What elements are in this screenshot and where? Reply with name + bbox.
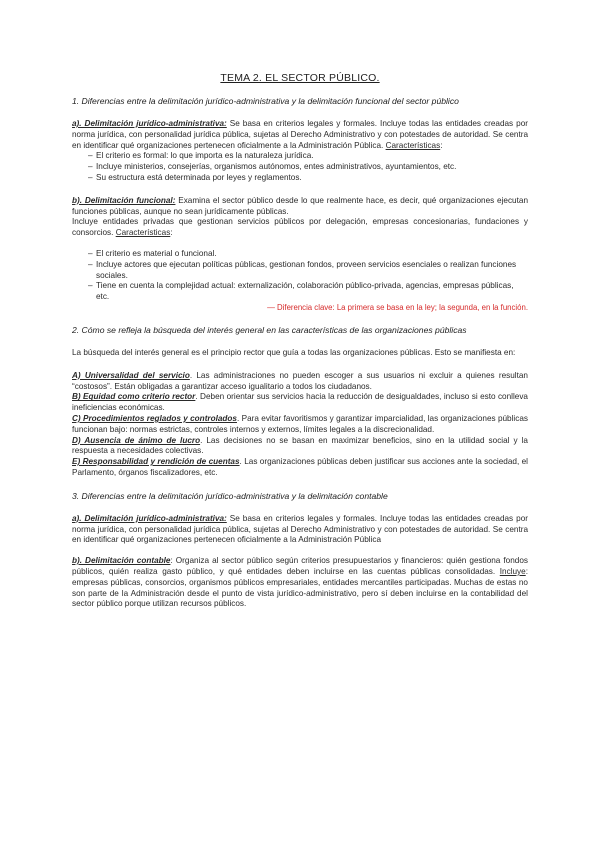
section-3-heading: 3. Diferencias entre la delimitación jurídico-administrativa y la delimitación contable xyxy=(72,490,388,501)
s3-paragraph-b xyxy=(72,556,528,610)
s3-a-lead: a). Delimitación jurídico-administrativa: xyxy=(72,513,227,523)
s2-point-e-text: . Las organizaciones públicas deben justificar sus acciones ante la sociedad, el Parlamento, órganos fiscalizadores, etc. xyxy=(72,457,528,477)
s2-point-a xyxy=(72,371,528,393)
s1-paragraph-b xyxy=(72,196,528,218)
s1-a-lead: a). Delimitación jurídico-administrativa: xyxy=(72,119,227,128)
s2-point-a-lead: A) Universalidad del servicio xyxy=(72,370,190,380)
s2-point-b xyxy=(72,392,528,414)
s1-a-text: Se basa en criterios legales y formales. Incluye todas las entidades creadas por norma jurídica, con personalidad jurídica pública, sujetas al Derecho Administrativo y con potestades de autoridad. Se centra en identificar qué organizaciones pertenecen oficialmente a la Administración Pública. xyxy=(72,119,528,150)
s1-b-text: Examina el sector público desde lo que realmente hace, es decir, qué organizaciones ejecutan funciones públicas, aunque no sean jurídicamente públicas. xyxy=(72,195,528,216)
s3-a-text: Se basa en criterios legales y formales. Incluye todas las entidades creadas por norma jurídica, con personalidad jurídica pública, sujetas al Derecho Administrativo y con potestades de autoridad. Se centra en identificar qué organizaciones pertenecen oficialmente a la Administración Pública xyxy=(72,513,528,545)
s2-point-b-lead: B) Equidad como criterio rector xyxy=(72,392,196,402)
s3-b-incluye: Incluye xyxy=(499,566,526,576)
s2-point-d-lead: D) Ausencia de ánimo de lucro xyxy=(72,435,201,445)
s1-paragraph-b2: Incluye entidades privadas que gestionan servicios públicos por delegación, empresas concesionarias, fundaciones y consorcios. Características: xyxy=(72,217,528,238)
key-difference-note: — Diferencia clave: La primera se basa en la ley; la segunda, en la función. xyxy=(267,302,528,312)
s2-point-e xyxy=(72,457,528,479)
list-item: – Incluye actores que ejecutan políticas públicas, gestionan fondos, proveen servicios esenciales o realizan funciones sociales. xyxy=(88,260,528,282)
s3-b-text: : Organiza al sector público según criterios presupuestarios y financieros: quién gestiona fondos públicos, quién realiza gasto público, y qué entidades deben incluirse en las cuentas públicas consolidadas. xyxy=(72,556,528,576)
list-item: – El criterio es material o funcional. xyxy=(88,249,528,260)
list-item: – El criterio es formal: lo que importa es la naturaleza jurídica. xyxy=(88,151,528,162)
s2-point-e-lead: E) Responsabilidad y rendición de cuentas xyxy=(72,457,240,467)
s3-b-text2: : empresas públicas, consorcios, organismos públicos empresariales, entidades mercantiles participadas. Muchas de estas no son parte de la Administración desde el punto de vista jurídico-administrativo, pero sí deben incluirse en la contabilidad del sector público porque utilizan recursos públicos. xyxy=(72,566,528,609)
s2-point-c xyxy=(72,414,528,436)
list-item: – Incluye ministerios, consejerías, organismos autónomos, entes administrativos, ayuntamientos, etc. xyxy=(88,162,528,173)
section-2-heading: 2. Cómo se refleja la búsqueda del interés general en las características de las organizaciones públicas xyxy=(72,324,467,335)
s2-point-d-text: . Las decisiones no se basan en maximizar beneficios, sino en la utilidad social y la respuesta a necesidades colectivas. xyxy=(72,435,528,456)
s1-a-list xyxy=(72,151,528,183)
s2-intro: La búsqueda del interés general es el principio rector que guía a todas las organizaciones públicas. Esto se manifiesta en: xyxy=(72,347,516,357)
s1-paragraph-a: a). Delimitación jurídico-administrativa: Se basa en criterios legales y formales. Incluye todas las entidades creadas por norma jurídica, con personalidad jurídica pública, sujetas al Derecho Administrativo y con potestades de autoridad. Se centra en identificar qué organizaciones pertenecen oficialmente a la Administración Pública. Características: xyxy=(72,119,528,150)
s2-point-c-text: . Para evitar favoritismos y garantizar imparcialidad, las organizaciones públicas funcionan bajo: normas estrictas, controles internos y externos, límites legales a la discrecionalidad. xyxy=(72,413,528,434)
s2-point-b-text: . Deben orientar sus servicios hacia la reducción de desigualdades, incluso si esto conlleva ineficiencias económicas. xyxy=(72,392,528,413)
document-title-text: TEMA 2. EL SECTOR PÚBLICO. xyxy=(220,72,380,84)
s2-point-a-text: . Las administraciones no pueden escoger a sus usuarios ni excluir a quienes resultan “costosos”. Están obligadas a garantizar acceso igualitario a todos los ciudadanos. xyxy=(72,370,528,391)
s1-b-lead: b). Delimitación funcional: xyxy=(72,195,176,205)
s3-paragraph-a xyxy=(72,514,528,546)
document-title xyxy=(72,0,528,84)
list-item: – Su estructura está determinada por leyes y reglamentos. xyxy=(88,173,528,184)
s2-point-d xyxy=(72,436,528,458)
s1-a-caracteristicas: Características xyxy=(385,140,441,150)
list-item: – Tiene en cuenta la complejidad actual: externalización, colaboración público-privada, agencias, empresas públicas, etc. xyxy=(88,281,528,303)
s1-b-caracteristicas: Características xyxy=(115,228,171,238)
s3-b-lead: b). Delimitación contable xyxy=(72,556,171,566)
section-1-heading: 1. Diferencias entre la delimitación jurídico-administrativa y la delimitación funcional del sector público xyxy=(72,96,459,106)
s1-b-text2: Incluye entidades privadas que gestionan servicios públicos por delegación, empresas concesionarias, fundaciones y consorcios. xyxy=(72,217,528,238)
s1-b-list xyxy=(72,249,528,303)
s2-point-c-lead: C) Procedimientos reglados y controlados xyxy=(72,413,237,423)
